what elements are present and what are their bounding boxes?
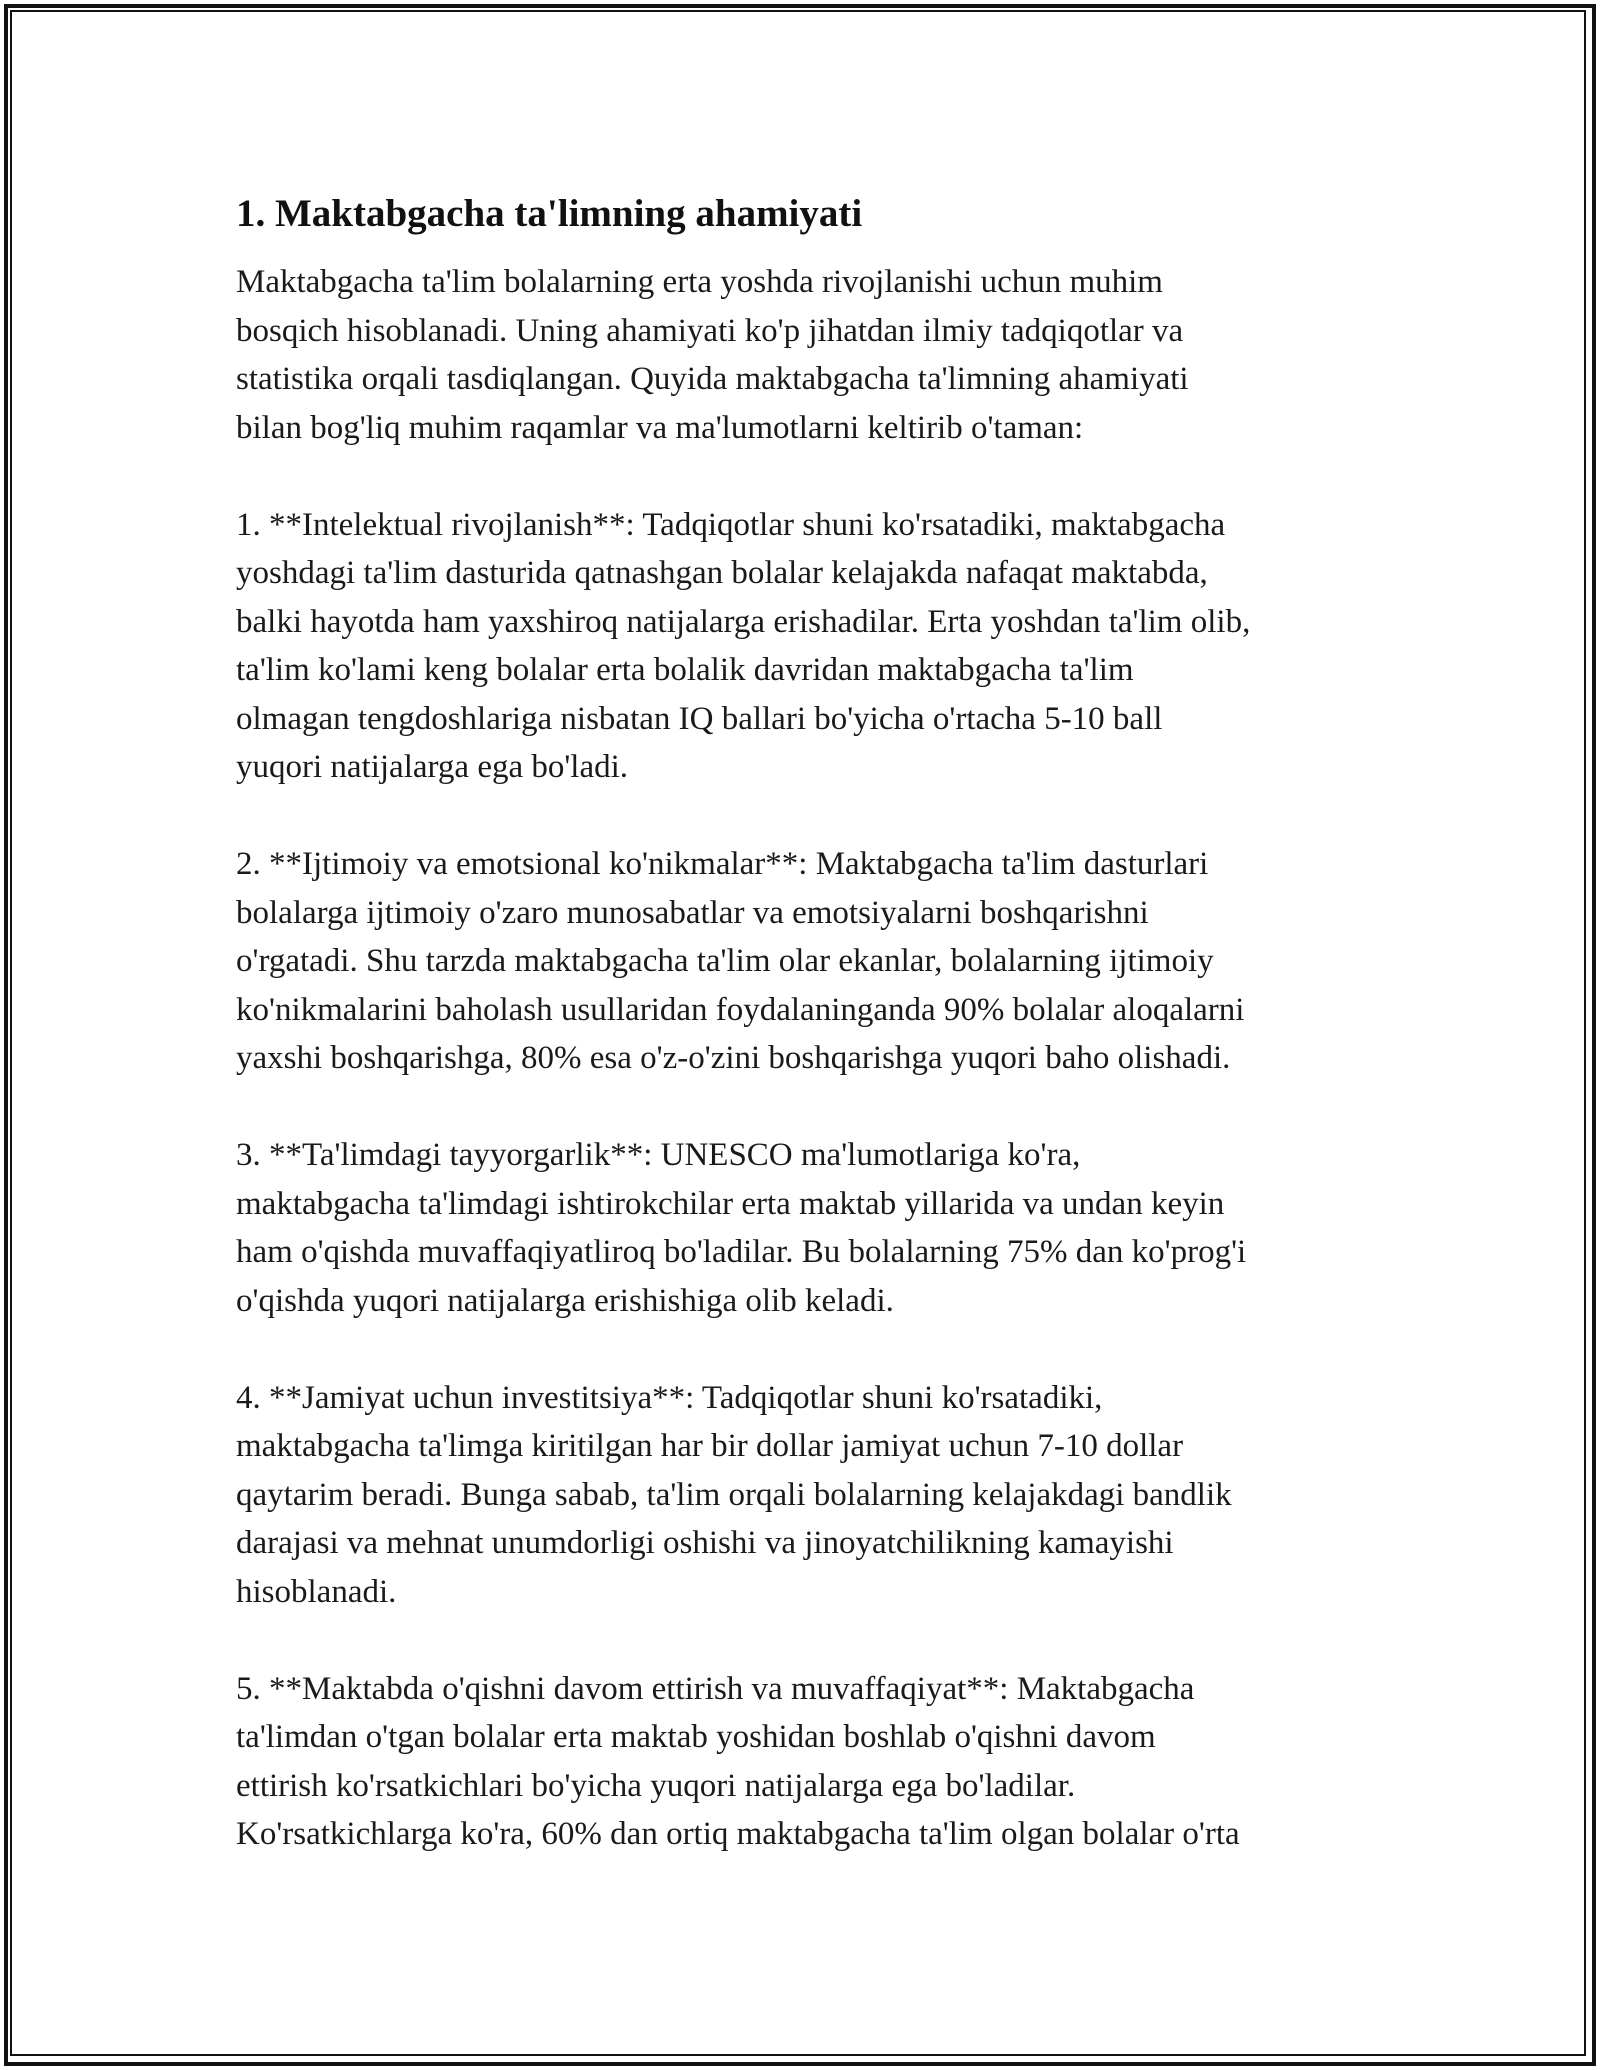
text-line: statistika orqali tasdiqlangan. Quyida maktabgacha ta'limning ahamiyati (236, 361, 1189, 397)
text-line: 2. **Ijtimoiy va emotsional ko'nikmalar**: Maktabgacha ta'lim dasturlari (236, 846, 1209, 882)
text-line: maktabgacha ta'limdagi ishtirokchilar erta maktab yillarida va undan keyin (236, 1185, 1225, 1222)
text-line: bosqich hisoblanadi. Uning ahamiyati ko'p jihatdan ilmiy tadqiqotlar va (236, 312, 1184, 349)
text-line: Maktabgacha ta'lim bolalarning erta yoshda rivojlanishi uchun muhim (236, 264, 1163, 300)
text-line: 3. **Ta'limdagi tayyorgarlik**: UNESCO ma'lumotlariga ko'ra, (236, 1137, 1081, 1173)
point-3-paragraph (236, 1131, 1386, 1325)
point-1-paragraph (236, 501, 1386, 792)
text-line: 4. **Jamiyat uchun investitsiya**: Tadqiqotlar shuni ko'rsatadiki, (236, 1379, 1103, 1416)
text-line: 1. **Intelektual rivojlanish**: Tadqiqotlar shuni ko'rsatadiki, maktabgacha (236, 506, 1226, 543)
text-line: Ko'rsatkichlarga ko'ra, 60% dan ortiq maktabgacha ta'lim olgan bolalar o'rta (236, 1816, 1240, 1852)
text-line: ettirish ko'rsatkichlari bo'yicha yuqori natijalarga ega bo'ladilar. (236, 1767, 1076, 1804)
text-line: bilan bog'liq muhim raqamlar va ma'lumotlarni keltirib o'taman: (236, 409, 1084, 446)
text-line: olmagan tengdoshlariga nisbatan IQ ballari bo'yicha o'rtacha 5-10 ball (236, 700, 1163, 737)
text-line: hisoblanadi. (236, 1573, 397, 1610)
point-4-paragraph (236, 1374, 1386, 1617)
intro-paragraph (236, 258, 1386, 452)
section-heading: 1. Maktabgacha ta'limning ahamiyati (236, 192, 863, 235)
text-line: bolalarga ijtimoiy o'zaro munosabatlar va emotsiyalarni boshqarishni (236, 894, 1149, 931)
text-line: yuqori natijalarga ega bo'ladi. (236, 749, 629, 785)
text-line: yoshdagi ta'lim dasturida qatnashgan bolalar kelajakda nafaqat maktabda, (236, 555, 1208, 591)
document-body (236, 186, 1386, 1907)
text-line: ta'limdan o'tgan bolalar erta maktab yoshidan boshlab o'qishni davom (236, 1719, 1156, 1755)
text-line: o'qishda yuqori natijalarga erishishiga olib keladi. (236, 1282, 894, 1319)
text-line: balki hayotda ham yaxshiroq natijalarga erishadilar. Erta yoshdan ta'lim olib, (236, 603, 1251, 640)
point-5-paragraph (236, 1665, 1386, 1859)
text-line: o'rgatadi. Shu tarzda maktabgacha ta'lim olar ekanlar, bolalarning ijtimoiy (236, 943, 1214, 979)
text-line: yaxshi boshqarishga, 80% esa o'z-o'zini boshqarishga yuqori baho olishadi. (236, 1040, 1231, 1076)
text-line: 5. **Maktabda o'qishni davom ettirish va muvaffaqiyat**: Maktabgacha (236, 1670, 1195, 1707)
text-line: ta'lim ko'lami keng bolalar erta bolalik davridan maktabgacha ta'lim (236, 652, 1134, 688)
text-line: darajasi va mehnat unumdorligi oshishi va jinoyatchilikning kamayishi (236, 1525, 1174, 1561)
text-line: ham o'qishda muvaffaqiyatliroq bo'ladilar. Bu bolalarning 75% dan ko'prog'i (236, 1234, 1247, 1270)
text-line: ko'nikmalarini baholash usullaridan foydalaninganda 90% bolalar aloqalarni (236, 991, 1245, 1028)
text-line: qaytarim beradi. Bunga sabab, ta'lim orqali bolalarning kelajakdagi bandlik (236, 1476, 1232, 1513)
text-line: maktabgacha ta'limga kiritilgan har bir dollar jamiyat uchun 7-10 dollar (236, 1428, 1184, 1464)
point-2-paragraph (236, 840, 1386, 1083)
